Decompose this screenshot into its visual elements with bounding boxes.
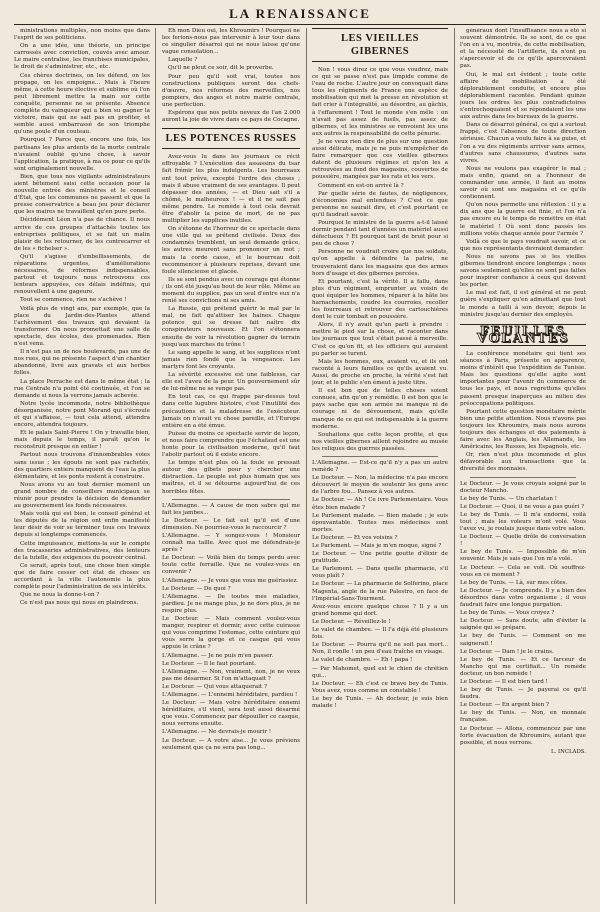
dialogue-line: Le bey de Tunis. — Un charlatan !	[460, 495, 558, 502]
paragraph: Avez-vous lu dans les journaux ce récit effroyable ? L'exécution des assassins du tsar fait frémir les plus indulgents. Les bourreaux ont tout prévu, excepté l'ordre des choses ; mais il abuse vraiment de ses avantages. Il peut dépasser des années, — et Dieu sait s'il a chômé, le malheureux ! — et il ne sait pas même pendre. Le remède à tout cela devrait être d'abolir la peine de mort, de ne pas multiplier les supplices inutiles.	[162, 154, 300, 225]
dialogue-line: Avez-vous encore quelque chose ? Il y a un grand homme qui dort.	[312, 603, 448, 617]
paragraph: Non ! vous direz ce que vous voudrez, mais ce qui se passe n'est pas limpide comme de l'eau de roche. L'autre jour on convoquait dans tous les régiments de France une espèce de mobilisation qui met la presse en révolution et fait crier à l'intégralité, au désordre, au gâchis, à l'effarement ! Tout le monde s'en mêle : on n'avait pas assez de fusils, pas assez de gibernes, et les ministres se renvoient les uns aux autres la responsabilité de cette pénurie.	[312, 67, 448, 137]
paragraph: Le sang appelle le sang, et les supplices n'ont jamais rien fondé que la vengeance. Les martyrs font les croyants.	[162, 349, 300, 370]
paragraph: Ce serait, après tout, une chose bien simple que de faire cesser cet état de choses en accordant à la ville l'autonomie la plus complète pour l'administration de ses intérêts.	[14, 562, 150, 591]
dialogue-line: Le bey de Tunis. — Je payerai ce qu'il faudra.	[460, 687, 586, 701]
paragraph: Comment en est-on arrivé là ?	[318, 182, 404, 189]
paragraph: Qu'il s'agisse d'embellissements, de réparations urgentes, d'améliorations nécessaires, de réformes indispensables, partout et toujours nous retrouvons ces lenteurs appuyées, ces délais indéfinis, qui renouvellent à une gageure.	[14, 253, 150, 296]
dialogue-line: L'Allemagne. — Y songez-vous ! Monsieur connaît ma taille. Avec quoi me défendrais-je après ?	[162, 533, 300, 554]
dialogue-line: Le Docteur. — Pourra qu'il ne soit pas mort... Non, il ronfle ! un peu d'eau fraîche en visage.	[312, 642, 448, 656]
header-rule	[14, 24, 586, 25]
paragraph: généraux dont l'insuffisance nous a été si souvent démontrée. Ils se sont, de ce que l'on en a vu, montrés, de cette mobilisation, et la nécessité de l'artillerie, ils n'ont pu s'apercevoir et de ce qu'ils apercevraient pas.	[460, 28, 586, 70]
paragraph: Cette impuissance, mettons-la sur le compte des tracasseries administratives, des lenteurs de la tutelle, des exigences du pouvoir central.	[14, 540, 150, 561]
dialogue-line: Le bey de Tunis. — Vous croyez ?	[460, 610, 555, 617]
author-signature: L. INCLADS.	[551, 748, 586, 755]
paragraph: Pour peu qu'il soit vrai, toutes nos constructions publiques seront des chefs-d'œuvre, nos réformes des merveilles, nos pompiers, des anges et notre mairie centrale, une perfection.	[162, 73, 300, 108]
dialogue-line: Le Docteur. — Le fait est qu'il est d'une dimension. Ne pourriez-vous le raccourcir ?	[162, 517, 300, 531]
paragraph: Qu'il ne pleut ce soir, dit le proverbe.	[168, 65, 274, 72]
paragraph: Et le palais Saint-Pierre ! On y travaille bien, mais depuis le temps, il paraît qu'on le reconstruit presque en entier !	[14, 430, 150, 451]
dialogue-line: Le bey de Tunis. — Non, en monnaie française.	[460, 710, 586, 724]
dialogue-line: Le valet de chambre. — Eh ! papa !	[312, 657, 413, 664]
dialogue-line: — Par Mahomet, quel est le chien de chrétien qui...	[312, 665, 448, 679]
paragraph: Laquelle ?	[168, 57, 198, 64]
dialogue-line: L'Allemagne. — Je ne puis m'en passer.	[162, 652, 274, 659]
paragraph: Que ne nous la donne-t-on ?	[20, 592, 100, 599]
paragraph: Il n'est pas un de nos boulevards, pas une de nos rues, qui ne présente l'aspect d'un chantier abandonné, livré aux gravats et aux herbes folles.	[14, 349, 150, 377]
paragraph: Pourtant cette question monétaire mérite bien une petite attention. Nous n'avons pas toujours les Khroumirs, mais nous aurons toujours des échanges et des paiements à faire avec les Anglais, les Allemands, les Américains, les Russes, les Espagnols, etc.	[460, 408, 586, 451]
dialogue-line: Le Docteur. — Dam ! je le crains.	[460, 648, 554, 655]
paragraph: On a une idée, une théorie, un principe carrossés avec conviction, couvés avec amour. Le maire centralise, les franchises municipales, le droit de s'administrer, etc., etc.	[14, 43, 150, 71]
paragraph: Le temps n'est plus où la foule se pressait autour des gibets pour y chercher une distraction. Le peuple est plus humain que ses maîtres, et il se détourne aujourd'hui de ces horribles fêtes.	[162, 460, 300, 495]
paragraph: En tout cas, ce qui frappe par-dessus tout dans cette lugubre histoire, c'est l'inutilité des précautions et la maladresse de l'exécuteur. Jamais on n'avait vu chose pareille, et l'Europe entière en a été émue.	[162, 394, 300, 429]
dialogue-line: Le Docteur. — Une petite goutte d'élixir de gratitude.	[312, 551, 448, 565]
dialogue-line: Le Docteur. — La pharmacie de Solferino, place Magenta, angle de la rue Palestro, en face de l'Impérial-Sans-Tourment.	[312, 581, 448, 602]
dialogue-line: Le Docteur. — Quoi, il ne vous a pas guéri ?	[460, 503, 585, 510]
paragraph: Partout nous trouvons d'innombrables voies sans issue ; les égouts ne sont pas rachetés, des quartiers entiers manquent de l'eau la plus élémentaire, et les ponts restent à construire.	[14, 452, 150, 480]
headline-potences-russes: LES POTENCES RUSSES	[162, 128, 300, 149]
dialogue-line: Le Docteur. — Allons, commencez par une forte évacuation de Khroumirs, autant que possible, et nous verrons.	[460, 725, 586, 746]
dialogue-line: Le Docteur. — A votre aise... Je vous préviens seulement que ça ne sera pas long...	[162, 737, 300, 751]
paragraph: Pourquoi le ministre de la guerre a-t-il laissé dormir pendant tant d'années un matériel aussi défectueux ? Et pourquoi tant de bruit pour si peu de chose ?	[312, 219, 448, 248]
divider	[172, 499, 290, 500]
paragraph: Dans ce désarroi général, ce qui a surtout frappé, c'est l'absence de toute direction sérieuse. Chacun a voulu faire à sa guise, et l'on a vu des régiments arriver sans armes, d'autres sans chaussures, d'autres sans vivres.	[460, 122, 586, 164]
divider	[322, 456, 438, 457]
dialogue-line: Le Docteur. — Je comprends. Il y a bien des désordres dans votre organisme ; il vous faudrait faire une longue purgation.	[460, 587, 586, 609]
dialogue-line: Le Docteur. — Réveillez-le !	[312, 618, 391, 625]
paragraph: Je ne veux rien dire de plus sur une question aussi délicate, mais je ne puis m'empêcher de faire remarquer que ces vieilles gibernes datent de plusieurs régimes et qu'on les a retrouvées au fond des magasins, couvertes de poussière, mangées par les rats et les vers.	[312, 138, 448, 181]
paragraph: Voilà ce que le pays voudrait savoir, et ce que nos représentants devraient demander.	[460, 238, 586, 252]
column-3	[312, 28, 448, 904]
paragraph: Notre lycée incommode, notre bibliothèque désorganisée, notre pont Morand qui s'écroule et qui s'affaisse, — tout cela attend, attendra encore, attendra toujours.	[14, 400, 150, 429]
paragraph: Il est bon que de telles choses soient connues, afin qu'on y remédie. Il est bon que le pays sache que son armée ne manque ni de courage ni de dévouement, mais qu'elle manque de ce qui est indispensable à la guerre moderne.	[312, 388, 448, 430]
dialogue-line: L'Allemagne. — Non, vraiment, non, je ne veux pas me désarmer. Si l'on m'attaquait ?	[162, 668, 300, 682]
dialogue-line: L'Allemagne. — L'ennemi héréditaire, pardieu !	[162, 691, 298, 698]
dialogue-line: Le bey de Tunis. — Ah docteur, je suis bien malade !	[312, 695, 448, 709]
dialogue-line: Le Parlement. — Mais je m'en moque, signé ?	[312, 543, 442, 549]
column-separator	[155, 28, 156, 904]
dialogue-line: Le Docteur. — Et vos voisins ?	[312, 534, 398, 541]
paragraph: ministrations multiples, non moins que dans l'esprit de ses politiciens.	[14, 28, 150, 42]
dialogue-line: Le Docteur. — Je vous croyais soigné par le docteur Mancho.	[460, 480, 586, 494]
dialogue-line: Le bey de Tunis. — Là, sur mes côtes.	[460, 579, 568, 586]
paragraph: Personne ne voudrait croire que nos soldats, qu'on appelle à défendre la patrie, ne trouveraient dans les magasins que des armes hors d'usage et des gibernes percées.	[312, 249, 448, 277]
dialogue-line: Le bey de Tunis. — Et ce farceur de Mancho qui me certifiait... Un remède docteur, un bon remède !	[460, 656, 586, 677]
headline-vieilles-gibernes: LES VIEILLES GIBERNES	[312, 28, 448, 62]
column-2	[162, 28, 300, 904]
column-separator	[454, 28, 455, 904]
paragraph: La sévérité excessive est une faiblesse, car elle est l'aveu de la peur. Un gouvernement sûr de lui-même ne se venge pas.	[162, 372, 300, 393]
paragraph: Espérons que nos petits neveux de l'an 2.000 auront la joie de vivre dans ce pays de Cocagne.	[162, 110, 300, 124]
dialogue-line: Le Docteur. — Ah ! Ce ivre Parlementaire. Vous êtes bien malade ?	[312, 497, 448, 511]
dialogue-line: L'Allemagne. — Ne devrais-je mourir !	[162, 729, 272, 736]
column-1	[14, 28, 150, 904]
dialogue-line: L'Allemagne. — Je vous que vous me guérissiez.	[162, 577, 299, 584]
paragraph: Souhaitons que cette leçon profite, et que nos vieilles gibernes aillent rejoindre au musée les reliques des guerres passées.	[312, 431, 448, 452]
dialogue-line: Le Parlement. — Dans quelle pharmacie, s'il vous plaît ?	[312, 566, 448, 580]
paragraph: Décidément Léon n'a pas de chance. Il nous arrive de ces groupes d'attachés toutes les entreprises politiques, et se fait un malin plaisir de les retourner, de les contrecarrer et de les « fichelser ».	[14, 217, 150, 252]
paragraph: La place Perrache est dans le même état ; la rue Centrale n'a point été continuée, et l'on se demande si nous la verrons jamais achevée.	[14, 378, 150, 399]
dialogue-line: Le Parlement malade. — Bien malade ; je suis épouvantable. Toutes mes médecines sont mortes.	[312, 512, 448, 533]
dialogue-line: Le Docteur. — Il le faut pourtant.	[162, 660, 257, 667]
paragraph: Voilà plus de vingt ans, par exemple, que la place du Jardin-des-Plantes attend l'achèvement des travaux qui devaient la transformer. On nous promettait une salle de spectacle, des écoles, des promenades. Rien n'est venu.	[14, 305, 150, 348]
dialogue-line: Le Docteur. — Il est bien tard !	[460, 678, 548, 685]
paragraph: Et pourtant, c'est la vérité. Il a fallu, dans plus d'un régiment, emprunter au voisin de quoi équiper les hommes, réparer à la hâte les harnachements, coudre les courroies, recoller les fourreaux et retrouver des cartouchières dont le cuir tombait en poussière.	[312, 278, 448, 321]
dialogue-line: Le Docteur. — Quelle drôle de conversation !	[460, 534, 586, 548]
paragraph: Pourquoi ? Parce que, encore une fois, les partisans les plus ardents de la morte centrale n'avaient oublié qu'une chose, à savoir l'application, la pratique, à ma ce pour ce qu'ils sont originalement nouvelle.	[14, 137, 150, 172]
column-4	[460, 28, 586, 904]
dialogue-line: Le Docteur. — Mais votre héréditaire ennemi héréditaire, s'il vient, sera tout aussi désarmé que vous. Commencez par dépouiller ce casque, nous verrons ensuite.	[162, 700, 300, 728]
dialogue-line: Le bey de Tunis. — Il m'a endormi, voilà tout ; mais les voleurs m'ont volé. Vous l'avez vu, je roulais jusque dans votre salon.	[460, 511, 586, 533]
dialogue-line: Le Docteur. — En argent bien ?	[460, 702, 549, 709]
paragraph: La conférence monétaire qui tient ses séances à Paris, présente en apparence, moins d'intérêt que l'expédition de Tunisie. Mais les questions qu'elle agite sont importantes pour l'avenir du commerce de tous les pays, et nous regrettons qu'elles passent presque inaperçues au milieu des préoccupations politiques.	[460, 350, 586, 407]
paragraph: La Russie, qui prétend guérir le mal par le mal, ne fait qu'attiser les haines. Chaque potence qui se dresse fait naître dix conspirateurs nouveaux. Et l'on s'étonnera ensuite de voir la révolution gagner du terrain jusqu'aux marches du trône !	[162, 306, 300, 348]
dialogue-line: L'Allemagne. — De toutes mes maladies, pardieu. Je ne mange plus, je ne dors plus, je ne respire plus.	[162, 593, 300, 614]
dialogue-line: Le bey de Tunis. — Comment on me saignerait !	[460, 633, 586, 647]
dialogue-line: Le valet de chambre. — Il l'a déjà été plusieurs fois.	[312, 627, 448, 641]
newspaper-title: LA RENAISSANCE	[229, 6, 371, 21]
dialogue-line: Le Docteur. — Mais comment voulez-vous manger, respirer et dormir, avec cette cuirasse qui vous comprime l'estomac, cette ceinture qui vous serre la gorge et ce casque qui vous appuie le crâne ?	[162, 616, 300, 651]
dialogue-line: L'Allemagne. — Est-ce qu'il n'y a pas un autre remède ?	[312, 459, 448, 474]
dialogue-line: Le Docteur. — Sans doute, afin d'éviter la saignée qui se prépare.	[460, 618, 586, 632]
paragraph: Nous ne voulons pas exagérer le mal ; mais enfin, quand on a l'honneur de commander une armée, il faut au moins savoir où sont ses magasins et ce qu'ils contiennent.	[460, 165, 586, 201]
paragraph: Nous ne savons pas si les vieilles gibernes tiendront encore longtemps ; nous savons seulement qu'elles ne sont pas faites pour inspirer confiance à ceux qui doivent les porter.	[460, 253, 586, 289]
divider	[470, 477, 576, 478]
dialogue-line: Le Docteur. — Voilà bien du temps perdu avec toute cette ferraille. Que ne voulez-vous en convenir ?	[162, 555, 300, 576]
paragraph: Ils se sont pendus avec un courage qui étonne ; ils ont été jusqu'au bout de leur rôle. Même au moment du supplice, pas un seul d'entre eux n'a renié ses convictions ni ses amis.	[162, 276, 300, 305]
dialogue-line: Le Docteur. — Cela se voit. Où souffrez-vous en ce moment ?	[460, 564, 586, 578]
dialogue-line: L'Allemagne. — A cause de mon sabre qui me fait les jambes...	[162, 502, 300, 516]
dialogue-line: Le Docteur. — Non, la médecine n'a pas encore découvert le moyen de soutenir les gens avec de l'arbre fou... Pansez à vos autres.	[312, 475, 448, 496]
paragraph: Mais voilà qui est bien, le conseil général et les députés de la région ont enfin manifesté leur désir de voir se terminer tous ces travaux depuis si longtemps commencés.	[14, 511, 150, 539]
dialogue-line: Le Docteur. — De quoi ?	[162, 585, 231, 592]
paragraph: Puisse du moins ce spectacle servir de leçon, et nous faire comprendre que l'échafaud est une honte pour la civilisation moderne, qu'il faut l'abolir partout où il existe encore.	[162, 430, 300, 459]
paragraph: Le mal est fait, il est général et ne peut guère s'expliquer qu'en admettant que tout le monde a failli à son devoir, depuis le ministre jusqu'au dernier des employés.	[460, 290, 586, 318]
paragraph: Tout se commence, rien ne s'achève !	[20, 297, 127, 304]
headline-feuilles-volantes: FEUILLES VOLANTES	[460, 324, 586, 346]
paragraph: Ce n'est pas nous qui nous en plaindrons.	[20, 600, 139, 607]
paragraph: Nous avons vu au tout dernier moment un grand nombre de conseillers municipaux se réunir pour prendre la décision de demander au gouvernement les fonds nécessaires.	[14, 481, 150, 510]
paragraph: Alors, il n'y avait qu'un parti à prendre : mettre le pied sur la chose, et raconter dans les journaux que tout s'était passé à merveille. C'est ce qu'on fit, et les officiers qui auraient pu parler se turent.	[312, 322, 448, 357]
column-separator	[306, 28, 307, 904]
paragraph: Mais les hommes, eux, avaient vu, et ils ont raconté à leurs familles ce qu'ils avaient vu. Aussi, de proche en proche, la vérité s'est fait jour, et le public s'en émeut à juste titre.	[312, 358, 448, 387]
paragraph: On s'étonne de l'horreur de ce spectacle dans une ville qui se prétend civilisée. Deux des condamnés tremblent, un seul demande grâce, les autres meurent sans prononcer un mot ; mais la corde casse, et le bourreau doit recommencer à plusieurs reprises, devant une foule silencieuse et glacée.	[162, 226, 300, 275]
paragraph: Qu'on nous permette une réflexion : il y a dix ans que la guerre est finie, et l'on n'a pas encore eu le temps de remettre en état le matériel ! Où sont donc passés les millions votés chaque année pour l'armée ?	[460, 202, 586, 237]
paragraph: Par quelle série de fautes, de négligences, d'économies mal entendues ? C'est ce que personne ne saurait dire, et c'est pourtant ce qu'il faudrait savoir.	[312, 190, 448, 218]
paragraph: Or, rien n'est plus incommode et plus défavorable aux transactions que la diversité des monnaies.	[460, 452, 586, 473]
dialogue-line: Le Docteur. — Qui vous attaquerait ?	[162, 683, 267, 690]
paragraph: Bien, que tous nos vigilants administrateurs aient bêtement saisi cette occasion pour la nouvelle entrée des ministres et le conseil d'État, que les communes ne passent et que la presse conservatrice a beau jeu pour déclarer que les maires ne travaillent qu'en pure perte.	[14, 173, 150, 216]
dialogue-line: Le bey de Tunis. — Impossible de m'en souvenir. Mais je sais que l'on m'a volé.	[460, 549, 586, 563]
paragraph: Ces chères doctrines, on les défend, on les propage, on les empoigne... Mais à l'heure même, à cette heure élective et sublime où l'on peut librement mettre la main sur cette conquête, personne ne se présente. Absence complète du vainqueur qui a bien su gagner la victoire, mais qui ne sait pas en profiter, et semble aussi embarrassé de son triomphe qu'une poule d'un couteau.	[14, 72, 150, 136]
dialogue-line: Le Docteur. — Eh c'est ce brave bey de Tunis. Vous avez, vous comme un constable !	[312, 680, 448, 694]
paragraph: Oui, le mal est évident ; toute cette affaire de mobilisation a été déplorablement conduite, et encore plus déplorablement racontée. Pendant quinze jours les ordres les plus contradictoires s'entrechoquaient et se répondaient les uns aux autres dans les bureaux de la guerre.	[460, 71, 586, 121]
paragraph: Eh mon Dieu oui, les Khroumirs ! Pourquoi ne les ferions-nous pas intervenir à leur tour dans ce singulier désarroi qui ne nous laisse qu'une vague consolation...	[162, 28, 300, 56]
